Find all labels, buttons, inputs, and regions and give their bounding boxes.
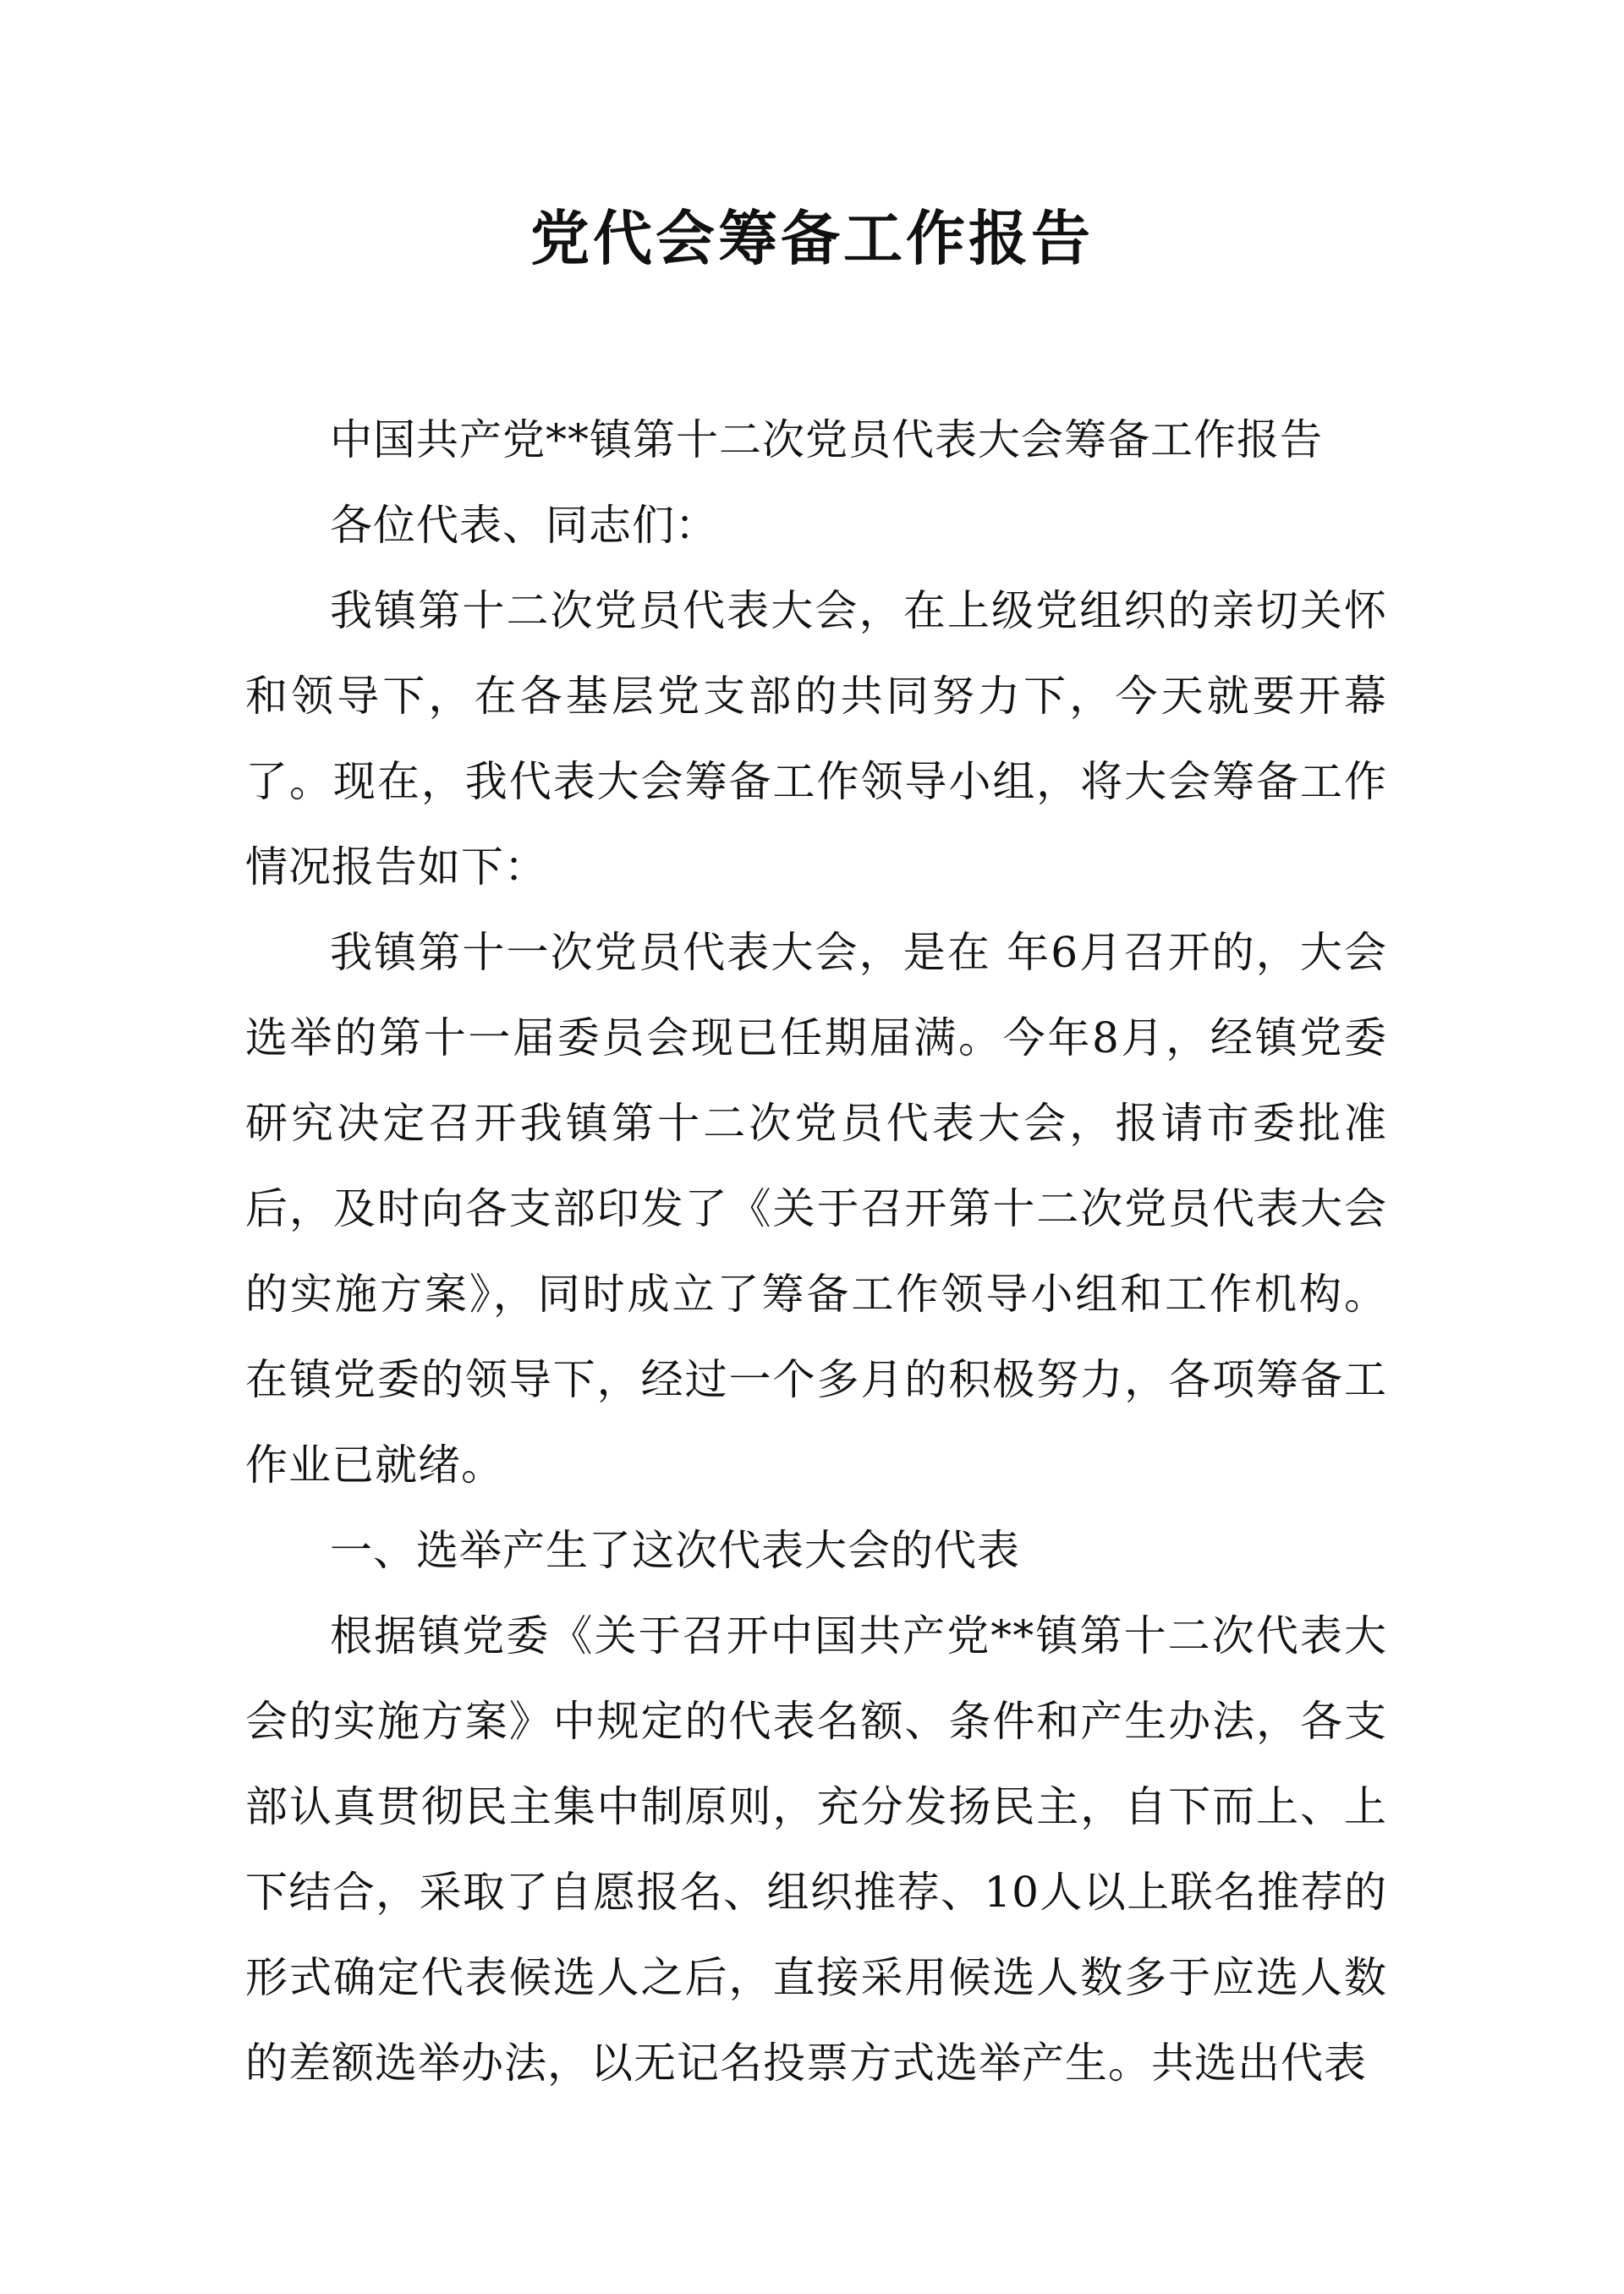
- intro-paragraph: 我镇第十二次党员代表大会，在上级党组织的亲切关怀和领导下，在各基层党支部的共同努力下，今天就要开幕了。现在，我代表大会筹备工作领导小组，将大会筹备工作情况报告如下：: [245, 586, 1387, 892]
- section-heading-1: 一、选举产生了这次代表大会的代表: [330, 1526, 1020, 1575]
- document-title: 党代会筹备工作报告: [530, 203, 1094, 273]
- background-paragraph: 我镇第十一次党员代表大会，是在 年6月召开的，大会选举的第十一届委员会现已任期届满。今年8月，经镇党委研究决定召开我镇第十二次党员代表大会，报请市委批准后，及时向各支部印发了《关于召开第十二次党员代表大会的实施方案》，同时成立了筹备工作领导小组和工作机构。在镇党委的领导下，经过一个多月的积极努力，各项筹备工作业已就绪。: [245, 928, 1387, 1490]
- document-body: [245, 398, 1387, 2106]
- section-1-paragraph: 根据镇党委《关于召开中国共产党**镇第十二次代表大会的实施方案》中规定的代表名额、条件和产生办法，各支部认真贯彻民主集中制原则，充分发扬民主，自下而上、上下结合，采取了自愿报名、组织推荐、10人以上联名推荐的形式确定代表候选人之后，直接采用候选人数多于应选人数的差额选举办法，以无记名投票方式选举产生。共选出代表: [245, 1611, 1387, 2088]
- salutation-paragraph: 各位代表、同志们：: [330, 501, 718, 550]
- report-subtitle-paragraph: 中国共产党**镇第十二次党员代表大会筹备工作报告: [330, 415, 1323, 464]
